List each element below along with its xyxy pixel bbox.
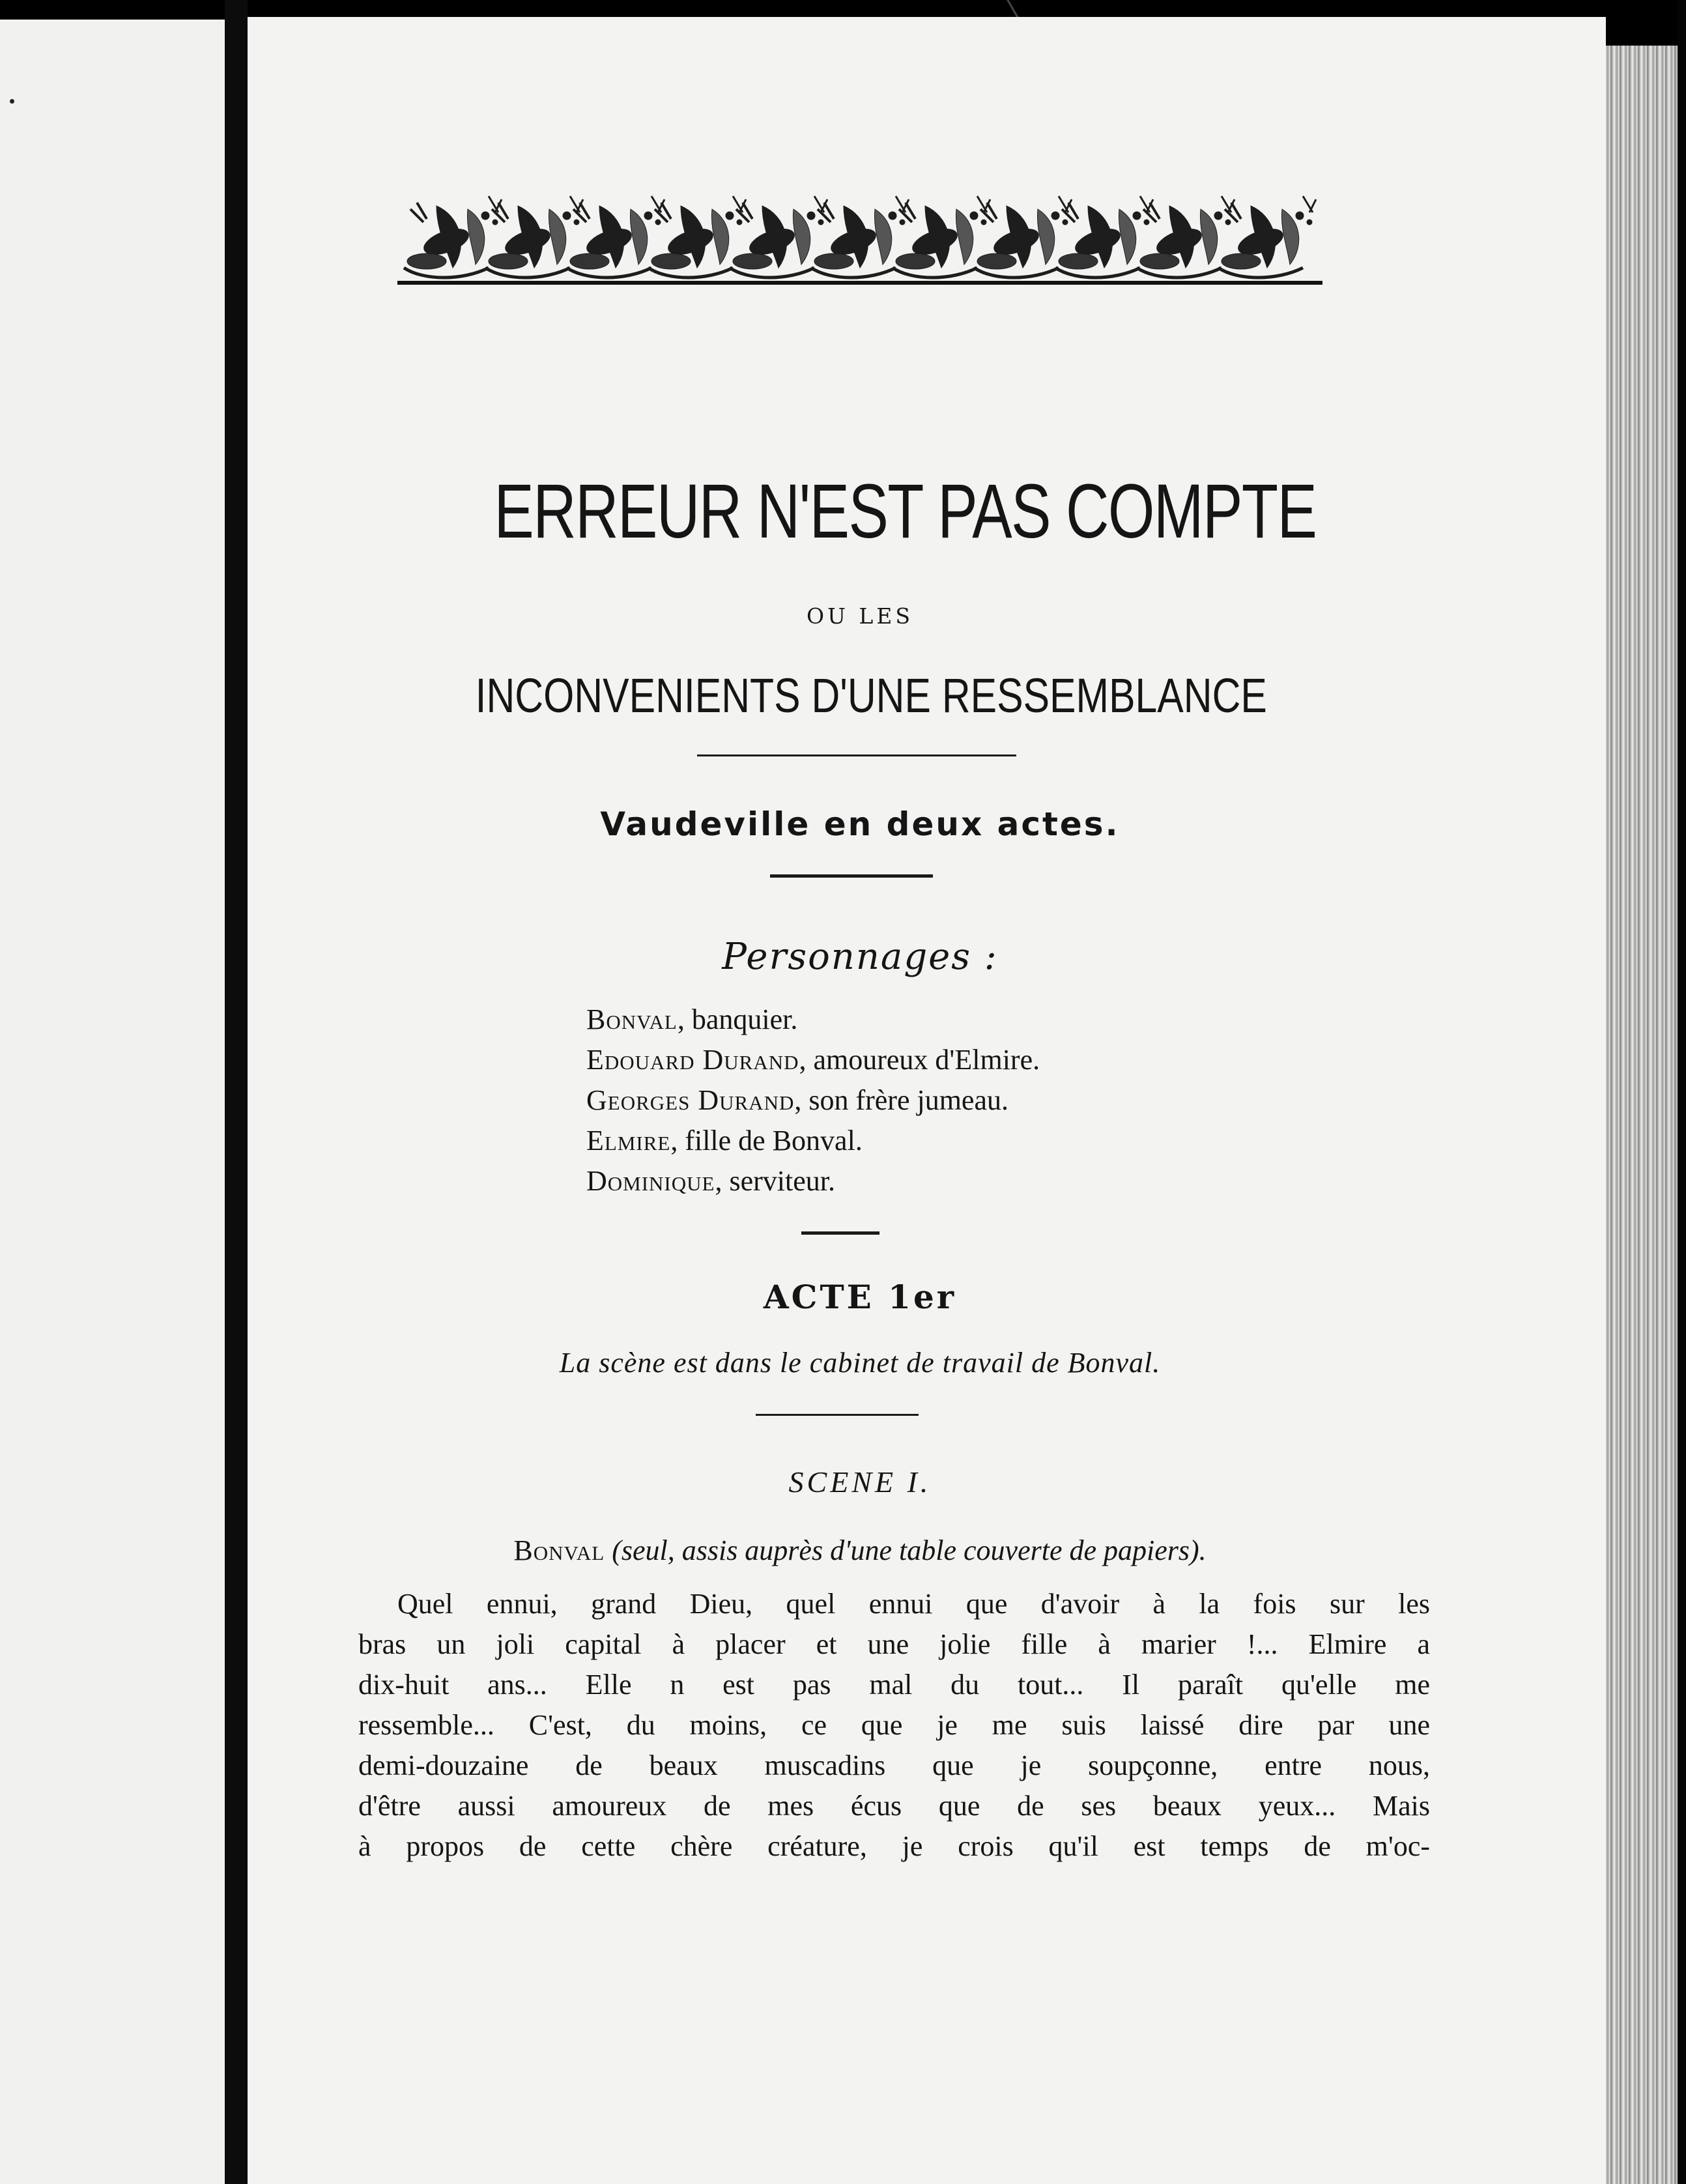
- speaker-name: Bonval: [513, 1534, 605, 1566]
- text-line: dix-huit ans... Elle n est pas mal du tout... Il paraît qu'elle me: [358, 1669, 1430, 1701]
- cast-entry: [586, 1121, 1040, 1161]
- play-subtitle: INCONVENIENTS D'UNE RESSEMBLANCE: [475, 668, 1267, 723]
- floral-ornament-band: [397, 183, 1322, 307]
- character-role: , serviteur.: [715, 1165, 835, 1197]
- text-line: à propos de cette chère créature, je crois qu'il est temps de m'oc-: [358, 1830, 1430, 1862]
- scene-heading: SCENE I.: [788, 1465, 932, 1499]
- dialogue-paragraph: [358, 1584, 1430, 1867]
- direction-text: (seul, assis auprès d'une table couverte de papiers).: [612, 1534, 1207, 1566]
- title-page: [248, 17, 1606, 2184]
- divider-rule: [756, 1414, 919, 1416]
- cast-entry: [586, 1080, 1040, 1121]
- act-heading: ACTE 1er: [763, 1278, 957, 1316]
- scan-border: [1678, 0, 1686, 2184]
- act-setting: La scène est dans le cabinet de travail de Bonval.: [559, 1347, 1161, 1379]
- text-line: demi-douzaine de beaux muscadins que je soupçonne, entre nous,: [358, 1749, 1430, 1781]
- cast-list: [586, 999, 1040, 1201]
- page-stack-edges: [1606, 46, 1678, 2184]
- genre-line: Vaudeville en deux actes.: [600, 805, 1120, 843]
- character-name: Edouard Durand: [586, 1044, 799, 1076]
- divider-rule: [770, 874, 933, 878]
- character-name: Elmire: [586, 1125, 671, 1157]
- ink-speck: [10, 99, 14, 104]
- character-role: , son frère jumeau.: [794, 1084, 1008, 1116]
- divider-rule: [697, 754, 1016, 756]
- cast-entry: [586, 1161, 1040, 1201]
- character-name: Georges Durand: [586, 1084, 795, 1116]
- cast-entry: [586, 999, 1040, 1040]
- book-gutter: [225, 0, 248, 2184]
- cast-entry: [586, 1040, 1040, 1080]
- divider-rule: [801, 1231, 879, 1235]
- cast-heading: Personnages :: [722, 936, 998, 978]
- character-role: , fille de Bonval.: [670, 1125, 863, 1157]
- character-role: , banquier.: [677, 1003, 798, 1035]
- play-title: ERREUR N'EST PAS COMPTE: [494, 468, 1317, 554]
- text-line: ressemble... C'est, du moins, ce que je me suis laissé dire par une: [358, 1709, 1430, 1741]
- character-role: , amoureux d'Elmire.: [799, 1044, 1040, 1076]
- character-name: Dominique: [586, 1165, 715, 1197]
- text-line: d'être aussi amoureux de mes écus que de ses beaux yeux... Mais: [358, 1790, 1430, 1822]
- character-name: Bonval: [586, 1003, 678, 1035]
- stage-direction: [391, 1534, 1329, 1567]
- title-connector: OU LES: [807, 603, 913, 629]
- text-line: Quel ennui, grand Dieu, quel ennui que d'avoir à la fois sur les: [397, 1588, 1430, 1620]
- text-line: bras un joli capital à placer et une jolie fille à marier !... Elmire a: [358, 1628, 1430, 1660]
- previous-page-edge: [0, 20, 225, 2184]
